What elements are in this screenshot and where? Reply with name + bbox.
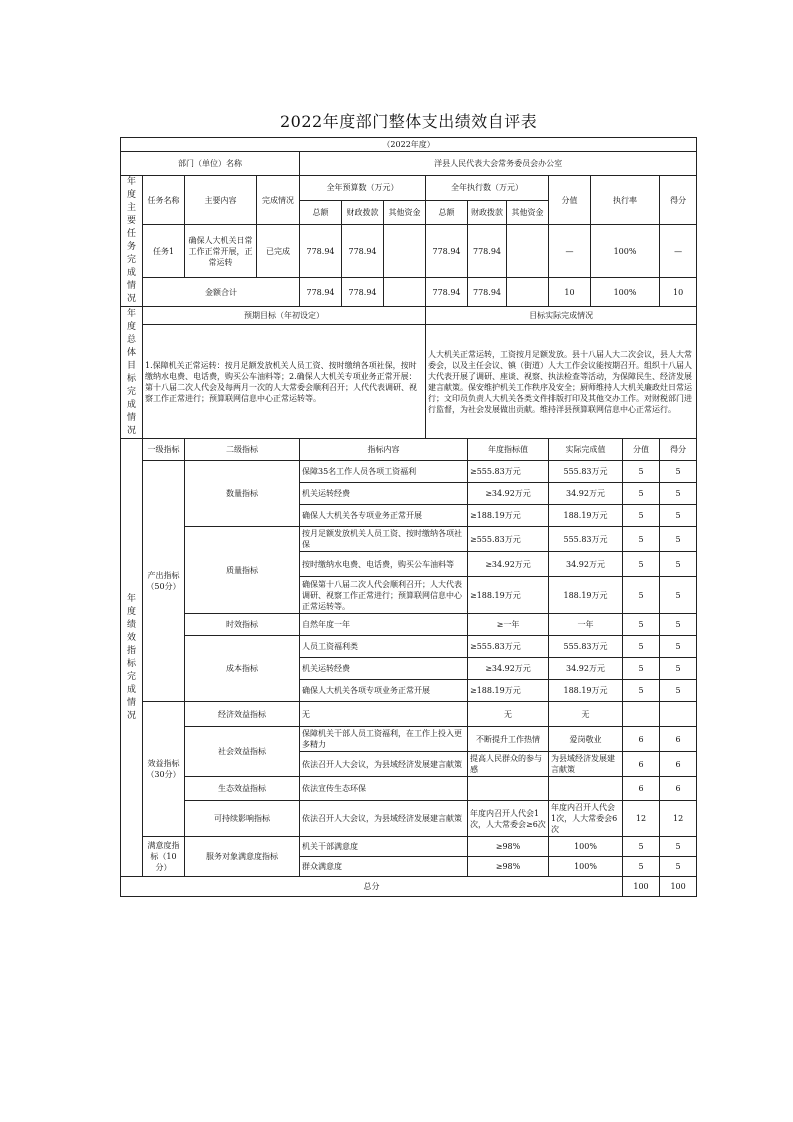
- indicator-value: 6: [623, 777, 660, 801]
- task-row: [121, 225, 697, 278]
- section-goals-label: 年度总体目标完成情况: [121, 307, 143, 439]
- actual-goal-text: 人大机关正常运转，工资按月足额发放。县十八届人大二次会议，县人大常委会，以及主任会议、镇（街道）人大工作会议能按期召开。组织十八届人大代表开展了调研、座谈、视察、执法检查等活动，为保障民生、经济发展建言献策。保安维护机关工作秩序及安全；厨师维持人大机关廉政灶日常运行；文印员负责人大机关各类文件排版打印及其他交办工作。对财税部门进行监督，为社会发展做出贡献。维持洋县预算联网信息中心正常运行。: [426, 325, 697, 439]
- header-expected-goal: 预期目标（年初设定）: [143, 307, 426, 325]
- header-annual-target: 年度指标值: [468, 439, 549, 461]
- indicator-target: [468, 777, 549, 801]
- total-label: 总分: [121, 877, 623, 897]
- indicator-value: 6: [623, 727, 660, 752]
- task-execution-rate: 100%: [591, 225, 660, 278]
- indicator-actual: 爱岗敬业: [549, 727, 623, 752]
- section-tasks-label: 年度主要任务完成情况: [121, 176, 143, 307]
- header-level1: 一级指标: [143, 439, 185, 461]
- indicator-content: 按月足额发放机关人员工资、按时缴纳各项社保: [300, 527, 468, 552]
- indicator-value: 5: [623, 614, 660, 636]
- indicator-score: 5: [660, 636, 697, 658]
- sum-exec-total: 778.94: [426, 278, 468, 307]
- indicator-content: 按时缴纳水电费、电话费，购买公车油料等: [300, 552, 468, 577]
- task-budget-other: [384, 225, 426, 278]
- indicator-content: 依法召开人大会议，为县域经济发展建言献策: [300, 801, 468, 837]
- indicator-row: [121, 636, 697, 658]
- level2-indicator: 质量指标: [185, 527, 300, 614]
- indicator-row: [121, 527, 697, 552]
- indicator-content: 确保人大机关各专项业务正常开展: [300, 505, 468, 527]
- indicator-score: 5: [660, 577, 697, 614]
- indicator-target: 年度内召开人代会1次，人大常委会≥6次: [468, 801, 549, 837]
- level2-indicator: 生态效益指标: [185, 777, 300, 801]
- indicator-score: 12: [660, 801, 697, 837]
- sum-execution-rate: 100%: [591, 278, 660, 307]
- indicator-value: 5: [623, 837, 660, 857]
- indicator-target: ≥188.19万元: [468, 505, 549, 527]
- indicator-target: ≥34.92万元: [468, 658, 549, 680]
- header-status: 完成情况: [257, 176, 300, 225]
- indicator-actual: 一年: [549, 614, 623, 636]
- level2-indicator: 社会效益指标: [185, 727, 300, 777]
- header-budget-total: 总额: [300, 200, 342, 225]
- indicator-score: 5: [660, 552, 697, 577]
- indicator-content: 群众满意度: [300, 857, 468, 877]
- indicator-row: [121, 702, 697, 727]
- level2-indicator: 成本指标: [185, 636, 300, 702]
- indicator-content: 无: [300, 702, 468, 727]
- indicator-row: [121, 837, 697, 857]
- indicator-actual: 34.92万元: [549, 483, 623, 505]
- indicator-target: ≥98%: [468, 857, 549, 877]
- level2-indicator: 时效指标: [185, 614, 300, 636]
- header-budget-fiscal: 财政拨款: [342, 200, 384, 225]
- total-score: 100: [660, 877, 697, 897]
- indicator-actual: 555.83万元: [549, 461, 623, 483]
- task-score: —: [660, 225, 697, 278]
- header-annual-execution: 全年执行数（万元）: [426, 176, 549, 201]
- header-task-name: 任务名称: [143, 176, 185, 225]
- indicator-actual: 555.83万元: [549, 527, 623, 552]
- indicator-content: 人员工资福利类: [300, 636, 468, 658]
- level2-indicator: 服务对象满意度指标: [185, 837, 300, 877]
- indicator-row: [121, 461, 697, 483]
- task-name: 任务1: [143, 225, 185, 278]
- indicator-value: 5: [623, 658, 660, 680]
- header-exec-other: 其他资金: [507, 200, 549, 225]
- header-score: 得分: [660, 176, 697, 225]
- page-title: 2022年度部门整体支出绩效自评表: [121, 107, 697, 138]
- sum-score-value: 10: [549, 278, 591, 307]
- indicator-value: 12: [623, 801, 660, 837]
- indicator-actual: 100%: [549, 857, 623, 877]
- sum-label: 金额合计: [143, 278, 300, 307]
- level2-indicator: 数量指标: [185, 461, 300, 527]
- indicator-row: [121, 801, 697, 837]
- indicator-target: ≥555.83万元: [468, 461, 549, 483]
- indicator-score: [660, 702, 697, 727]
- indicator-actual: 188.19万元: [549, 505, 623, 527]
- indicator-score: 6: [660, 727, 697, 752]
- evaluation-sheet: [120, 107, 692, 897]
- level2-indicator: 可持续影响指标: [185, 801, 300, 837]
- dept-label: 部门（单位）名称: [121, 152, 300, 176]
- sum-exec-other: [507, 278, 549, 307]
- task-exec-other: [507, 225, 549, 278]
- indicator-value: 5: [623, 483, 660, 505]
- indicator-target: ≥188.19万元: [468, 577, 549, 614]
- indicator-actual: 无: [549, 702, 623, 727]
- header-indicator-content: 指标内容: [300, 439, 468, 461]
- task-status: 已完成: [257, 225, 300, 278]
- indicator-target: ≥555.83万元: [468, 636, 549, 658]
- header-budget-other: 其他资金: [384, 200, 426, 225]
- header-level2: 二级指标: [185, 439, 300, 461]
- header-annual-budget: 全年预算数（万元）: [300, 176, 426, 201]
- task-budget-total: 778.94: [300, 225, 342, 278]
- indicator-value: 5: [623, 680, 660, 702]
- indicator-actual: 188.19万元: [549, 577, 623, 614]
- level2-indicator: 经济效益指标: [185, 702, 300, 727]
- indicator-actual: 188.19万元: [549, 680, 623, 702]
- indicator-score: 5: [660, 837, 697, 857]
- indicator-content: 依法宣传生态环保: [300, 777, 468, 801]
- indicator-target: ≥98%: [468, 837, 549, 857]
- indicator-value: [623, 702, 660, 727]
- header-indicator-value: 分值: [623, 439, 660, 461]
- indicator-score: 5: [660, 857, 697, 877]
- indicator-target: ≥34.92万元: [468, 483, 549, 505]
- header-main-content: 主要内容: [185, 176, 257, 225]
- level1-indicator: 产出指标（50分）: [143, 461, 185, 702]
- indicator-score: 5: [660, 527, 697, 552]
- indicator-actual: 100%: [549, 837, 623, 857]
- level1-indicator: 满意度指标（10分）: [143, 837, 185, 877]
- indicator-value: 5: [623, 857, 660, 877]
- sum-score: 10: [660, 278, 697, 307]
- header-execution-rate: 执行率: [591, 176, 660, 225]
- indicator-target: ≥188.19万元: [468, 680, 549, 702]
- indicator-score: 5: [660, 680, 697, 702]
- indicator-content: 确保人大机关各项专项业务正常开展: [300, 680, 468, 702]
- indicator-value: 6: [623, 752, 660, 777]
- header-score-value: 分值: [549, 176, 591, 225]
- indicator-content: 自然年度一年: [300, 614, 468, 636]
- indicator-score: 6: [660, 752, 697, 777]
- task-exec-total: 778.94: [426, 225, 468, 278]
- task-exec-fiscal: 778.94: [468, 225, 507, 278]
- task-content: 确保人大机关日常工作正常开展，正常运转: [185, 225, 257, 278]
- header-actual-value: 实际完成值: [549, 439, 623, 461]
- page-subtitle: （2022年度）: [121, 138, 697, 152]
- indicator-score: 5: [660, 505, 697, 527]
- indicator-score: 5: [660, 658, 697, 680]
- indicator-actual: [549, 777, 623, 801]
- indicator-target: 无: [468, 702, 549, 727]
- sum-budget-fiscal: 778.94: [342, 278, 384, 307]
- indicator-row: [121, 727, 697, 752]
- header-exec-fiscal: 财政拨款: [468, 200, 507, 225]
- indicator-score: 6: [660, 777, 697, 801]
- indicator-score: 5: [660, 614, 697, 636]
- indicator-value: 5: [623, 552, 660, 577]
- indicator-value: 5: [623, 461, 660, 483]
- indicator-target: ≥555.83万元: [468, 527, 549, 552]
- expected-goal-text: 1.保障机关正常运转：按月足额发放机关人员工资、按时缴纳各项社保，按时缴纳水电费、电话费，购买公车油料等；2.确保人大机关专项业务正常开展：第十八届二次人代会及每两月一次的人大常委会顺利召开；人代代表调研、视察工作正常进行；预算联网信息中心正常运转等。: [143, 325, 426, 439]
- header-actual-goal: 目标实际完成情况: [426, 307, 697, 325]
- indicator-content: 依法召开人大会议，为县域经济发展建言献策: [300, 752, 468, 777]
- indicator-content: 确保第十八届二次人代会顺利召开；人大代表调研、视察工作正常进行；预算联网信息中心正常运转等。: [300, 577, 468, 614]
- header-exec-total: 总额: [426, 200, 468, 225]
- indicator-row: [121, 777, 697, 801]
- indicator-score: 5: [660, 483, 697, 505]
- indicator-target: ≥一年: [468, 614, 549, 636]
- indicator-target: 不断提升工作热情: [468, 727, 549, 752]
- indicator-score: 5: [660, 461, 697, 483]
- evaluation-table: [120, 107, 697, 897]
- indicator-actual: 555.83万元: [549, 636, 623, 658]
- sum-budget-other: [384, 278, 426, 307]
- indicator-actual: 34.92万元: [549, 552, 623, 577]
- sum-budget-total: 778.94: [300, 278, 342, 307]
- indicator-value: 5: [623, 527, 660, 552]
- indicator-actual: 为县域经济发展建言献策: [549, 752, 623, 777]
- indicator-content: 保障35名工作人员各项工资福利: [300, 461, 468, 483]
- sum-exec-fiscal: 778.94: [468, 278, 507, 307]
- total-value: 100: [623, 877, 660, 897]
- dept-name: 洋县人民代表大会常务委员会办公室: [300, 152, 697, 176]
- indicator-target: ≥34.92万元: [468, 552, 549, 577]
- task-budget-fiscal: 778.94: [342, 225, 384, 278]
- indicator-actual: 34.92万元: [549, 658, 623, 680]
- header-indicator-score: 得分: [660, 439, 697, 461]
- task-score-value: —: [549, 225, 591, 278]
- indicator-value: 5: [623, 636, 660, 658]
- indicator-row: [121, 614, 697, 636]
- indicator-content: 机关运转经费: [300, 658, 468, 680]
- section-indicators-label: 年度绩效指标完成情况: [121, 439, 143, 877]
- level1-indicator: 效益指标（30分）: [143, 702, 185, 837]
- indicator-actual: 年度内召开人代会1次，人大常委会6次: [549, 801, 623, 837]
- total-row: [121, 877, 697, 897]
- indicator-value: 5: [623, 505, 660, 527]
- indicator-content: 机关运转经费: [300, 483, 468, 505]
- indicator-content: 保障机关干部人员工资福利，在工作上投入更多精力: [300, 727, 468, 752]
- sum-row: [121, 278, 697, 307]
- indicator-content: 机关干部满意度: [300, 837, 468, 857]
- indicator-target: 提高人民群众的参与感: [468, 752, 549, 777]
- indicator-value: 5: [623, 577, 660, 614]
